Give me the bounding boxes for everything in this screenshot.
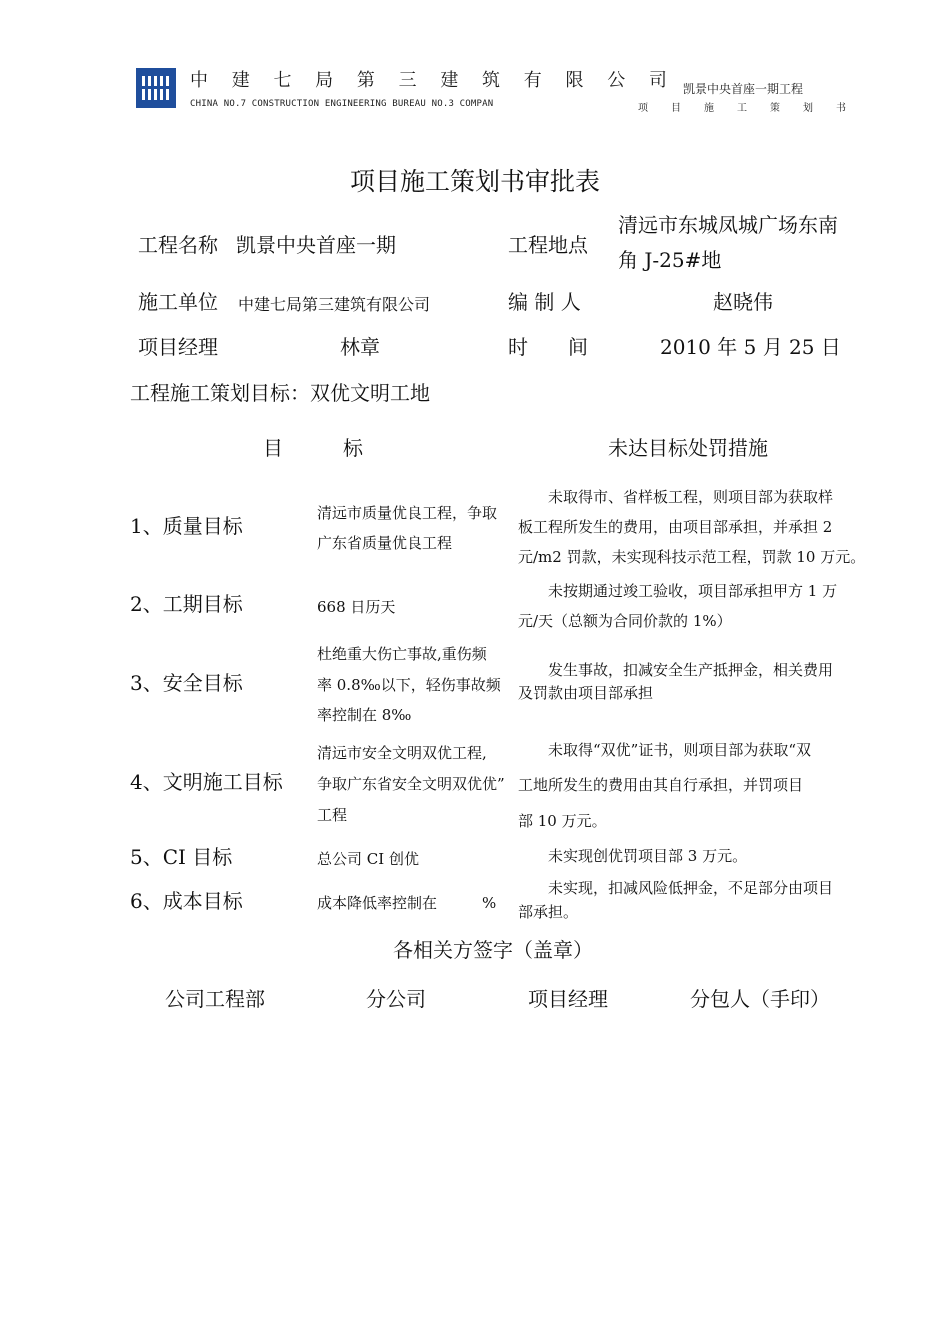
goal-penalty-line: 未实现创优罚项目部 3 万元。 bbox=[518, 847, 748, 865]
goal-name: 2、工期目标 bbox=[130, 592, 243, 616]
manager-value: 林章 bbox=[340, 335, 380, 359]
header-target: 目 标 bbox=[263, 436, 363, 460]
company-name-cn: 中 建 七 局 第 三 建 筑 有 限 公 司 bbox=[190, 70, 676, 91]
goal-penalty-line: 未取得“双优”证书，则项目部为获取“双 bbox=[518, 741, 812, 759]
goal-penalty-line: 板工程所发生的费用，由项目部承担，并承担 2 bbox=[518, 518, 833, 536]
header-doc-type: 项目施工策划书 bbox=[638, 103, 869, 114]
goal-name: 1、质量目标 bbox=[130, 514, 243, 538]
page-title: 项目施工策划书审批表 bbox=[349, 167, 600, 196]
unit-label: 施工单位 bbox=[138, 290, 218, 314]
author-label: 编 制 人 bbox=[508, 290, 581, 314]
goal-name: 3、安全目标 bbox=[130, 671, 243, 695]
goal-penalty-line: 未取得市、省样板工程，则项目部为获取样 bbox=[518, 488, 834, 506]
goal-target-line: 广东省质量优良工程 bbox=[317, 534, 453, 552]
unit-value: 中建七局第三建筑有限公司 bbox=[238, 295, 431, 314]
project-name-label: 工程名称 bbox=[138, 233, 218, 257]
goal-target-line: 668 日历天 bbox=[317, 598, 396, 616]
goal-target-line: 成本降低率控制在 % bbox=[317, 894, 497, 912]
author-value: 赵晓伟 bbox=[713, 290, 773, 314]
goal-penalty-line: 部 10 万元。 bbox=[518, 812, 607, 830]
company-logo bbox=[136, 68, 176, 108]
signature-subcontractor: 分包人（手印） bbox=[690, 987, 830, 1011]
cscec-logo-icon bbox=[136, 68, 176, 108]
goal-name: 4、文明施工目标 bbox=[130, 770, 283, 794]
signature-project-manager: 项目经理 bbox=[528, 987, 608, 1011]
goal-target-line: 工程 bbox=[317, 806, 348, 824]
goal-target-line: 率控制在 8‰ bbox=[317, 706, 412, 724]
goal-penalty-line: 发生事故，扣减安全生产抵押金，相关费用 bbox=[518, 661, 834, 679]
goal-target-line: 杜绝重大伤亡事故,重伤频 bbox=[317, 645, 487, 663]
company-name-en: CHINA NO.7 CONSTRUCTION ENGINEERING BUREAU NO.3 COMPAN bbox=[190, 99, 494, 109]
goal-penalty-line: 元/m2 罚款，未实现科技示范工程，罚款 10 万元。 bbox=[518, 548, 866, 566]
goal-penalty-line: 部承担。 bbox=[518, 903, 579, 921]
header-project-name: 凯景中央首座一期工程 bbox=[683, 82, 804, 96]
goal-target-line: 清远市质量优良工程，争取 bbox=[317, 504, 498, 522]
goal-penalty-line: 工地所发生的费用由其自行承担，并罚项目 bbox=[518, 776, 804, 794]
location-value-line2: 角 J-25#地 bbox=[618, 248, 722, 272]
goal-penalty-line: 未实现，扣减风险低押金，不足部分由项目 bbox=[518, 879, 834, 897]
objective-line: 工程施工策划目标：双优文明工地 bbox=[130, 381, 430, 405]
goal-name: 5、CI 目标 bbox=[130, 845, 233, 869]
goal-penalty-line: 未按期通过竣工验收，项目部承担甲方 1 万 bbox=[518, 582, 838, 600]
goal-target-line: 清远市安全文明双优工程, bbox=[317, 744, 487, 762]
manager-label: 项目经理 bbox=[138, 335, 218, 359]
location-label: 工程地点 bbox=[508, 233, 588, 257]
location-value-line1: 清远市东城凤城广场东南 bbox=[618, 213, 838, 237]
goal-target-line: 总公司 CI 创优 bbox=[317, 850, 419, 868]
signature-branch: 分公司 bbox=[366, 987, 426, 1011]
signature-title: 各相关方签字（盖章） bbox=[393, 938, 593, 962]
goal-target-line: 率 0.8‰以下，轻伤事故频 bbox=[317, 676, 501, 694]
header-penalty: 未达目标处罚措施 bbox=[608, 436, 768, 460]
time-label: 时 间 bbox=[508, 335, 588, 359]
project-name-value: 凯景中央首座一期 bbox=[236, 233, 396, 257]
goal-penalty-line: 及罚款由项目部承担 bbox=[518, 684, 654, 702]
signature-company-dept: 公司工程部 bbox=[165, 987, 265, 1011]
time-value: 2010 年 5 月 25 日 bbox=[660, 335, 841, 359]
goal-target-line: 争取广东省安全文明双优优” bbox=[317, 775, 505, 793]
goal-name: 6、成本目标 bbox=[130, 889, 243, 913]
goal-penalty-line: 元/天（总额为合同价款的 1%） bbox=[518, 612, 732, 630]
